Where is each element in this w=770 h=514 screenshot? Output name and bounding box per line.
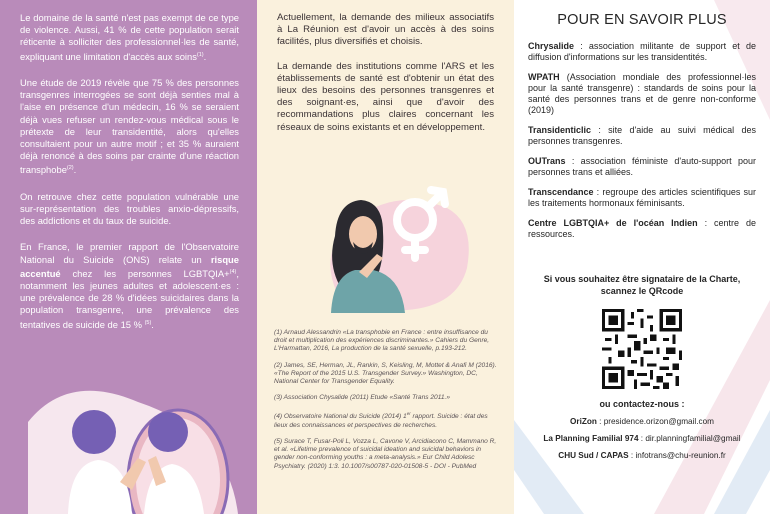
person-gender-illustration: [297, 178, 477, 313]
reference-3: (3) Association Chysalide (2011) Etude «Santé Trans 2011.»: [274, 394, 451, 402]
middle-paragraph-1: Actuellement, la demande des milieux associatifs à La Réunion est d'avoir un accès à des soins facilités, plus diversifiés et choisis.: [277, 12, 494, 48]
middle-panel: [257, 0, 514, 514]
left-panel: [0, 0, 257, 514]
reference-1: (1) Arnaud Alessandrin «La transphobie en France : entre insuffisance du droit et multiplication des expériences discriminantes.» Cahiers du Genre, L'Harmattan, 2016, La production de la santé sexuelle, p.193-212.: [274, 329, 490, 353]
qr-code-icon[interactable]: [602, 309, 682, 389]
contact-line[interactable]: OriZon : presidence.orizon@gmail.com: [570, 417, 714, 426]
charter-signature-prompt: Si vous souhaitez être signataire de la Charte, scannez le QRcode: [543, 274, 741, 296]
reference-5: (5) Surace T, Fusar-Poli L, Vozza L, Cavone V, Arcidiacono C, Mammano R, et al. «Lifetime prevalence of suicidal ideation and suicidal behaviors in gender non-conforming youths : a meta-analysis.» Eur Child Adolesc Psychiatry. (2020) 1:3. 10.1007/s00787-020-01508-5 - DOI - PubMed: [274, 438, 497, 470]
left-paragraph-1: Le domaine de la santé n'est pas exempt de ce type de violence. Aussi, 41 % de cette population serait réticente à solliciter des professionnel·les de santé, expliquant une limitation d'accès aux soins$^{(1)}$.: [20, 12, 239, 62]
reference-2: (2) James, SE, Herman, JL, Rankin, S, Keisling, M, Mottet & Anafi M (2016). «The Report of the 2015 U.S. Transgender Survey.» Washington, DC, National Center for Transgender Equality.: [274, 361, 497, 386]
resource-entry: Chrysalide : association militante de support et de diffusion d'informations sur les transidentités.: [528, 41, 756, 62]
left-paragraph-2: Une étude de 2019 révèle que 75 % des personnes transgenres interrogées se sont déjà senties mal à l'aise en présence d'un médecin, 16 % se seraient déjà vues refuser un rendez-vous médical sous le prétexte de leur transidentité, alors qu'elles consultaient pour un autre motif ; et 35 % auraient déjà renoncé à des soins par crainte d'une réaction transphobe$^{(2)}$.: [20, 76, 239, 176]
contact-line[interactable]: CHU Sud / CAPAS : infotrans@chu-reunion.fr: [558, 451, 726, 460]
reference-4: (4) Observatoire National du Suicide (2014) 1er rapport. Suicide : état des lieux des connaissances et perspectives de recherches.: [274, 411, 488, 429]
resources-title: POUR EN SAVOIR PLUS: [557, 12, 727, 28]
right-panel: [514, 0, 770, 514]
contact-line[interactable]: La Planning Familial 974 : dir.planningfamilial@gmail: [543, 434, 741, 443]
references-list: [274, 329, 502, 479]
left-paragraph-4: En France, le premier rapport de l'Observatoire National du Suicide (ONS) relate un risque accentué chez les personnes LGBTQIA+$^{(4)}$, notamment les jeunes adultes et adolescent·es : une prévalence de 28 % d'idées suicidaires dans la population transgenre, une prévalence des tentatives de suicide de 15 % $^{(5)}$.: [20, 241, 239, 330]
resource-entry: WPATH (Association mondiale des professionnel·les pour la santé transgenre) : standards de soins pour la santé des personnes trans et de genre non-conforme (2019): [528, 72, 756, 115]
middle-paragraph-2: La demande des institutions comme l'ARS et les établissements de santé est d'obtenir un état des lieux des besoins des personnes transgenres et des soignant·es, ainsi que d'avoir des recommandations plus claires concernant les réseaux de soins existants et en développement.: [277, 60, 494, 133]
left-paragraph-3: On retrouve chez cette population vulnérable une sur-représentation des troubles anxio-dépressifs, des addictions et du taux de suicide.: [20, 190, 239, 227]
contact-list: [528, 416, 756, 461]
mirror-illustration: [28, 382, 238, 514]
resource-entry: OUTrans : association féministe d'auto-support pour personnes trans et alliées.: [528, 156, 756, 177]
resource-entry: Centre LGBTQIA+ de l'océan Indien : centre de ressources.: [528, 218, 756, 239]
resources-section: [514, 0, 770, 461]
resource-entry: Transidenticlic : site d'aide au suivi médical des personnes transgenres.: [528, 125, 756, 146]
contact-title: ou contactez-nous :: [599, 399, 685, 409]
resource-entry: Transcendance : regroupe des articles scientifiques sur les traitements hormonaux féminisants.: [528, 187, 756, 208]
